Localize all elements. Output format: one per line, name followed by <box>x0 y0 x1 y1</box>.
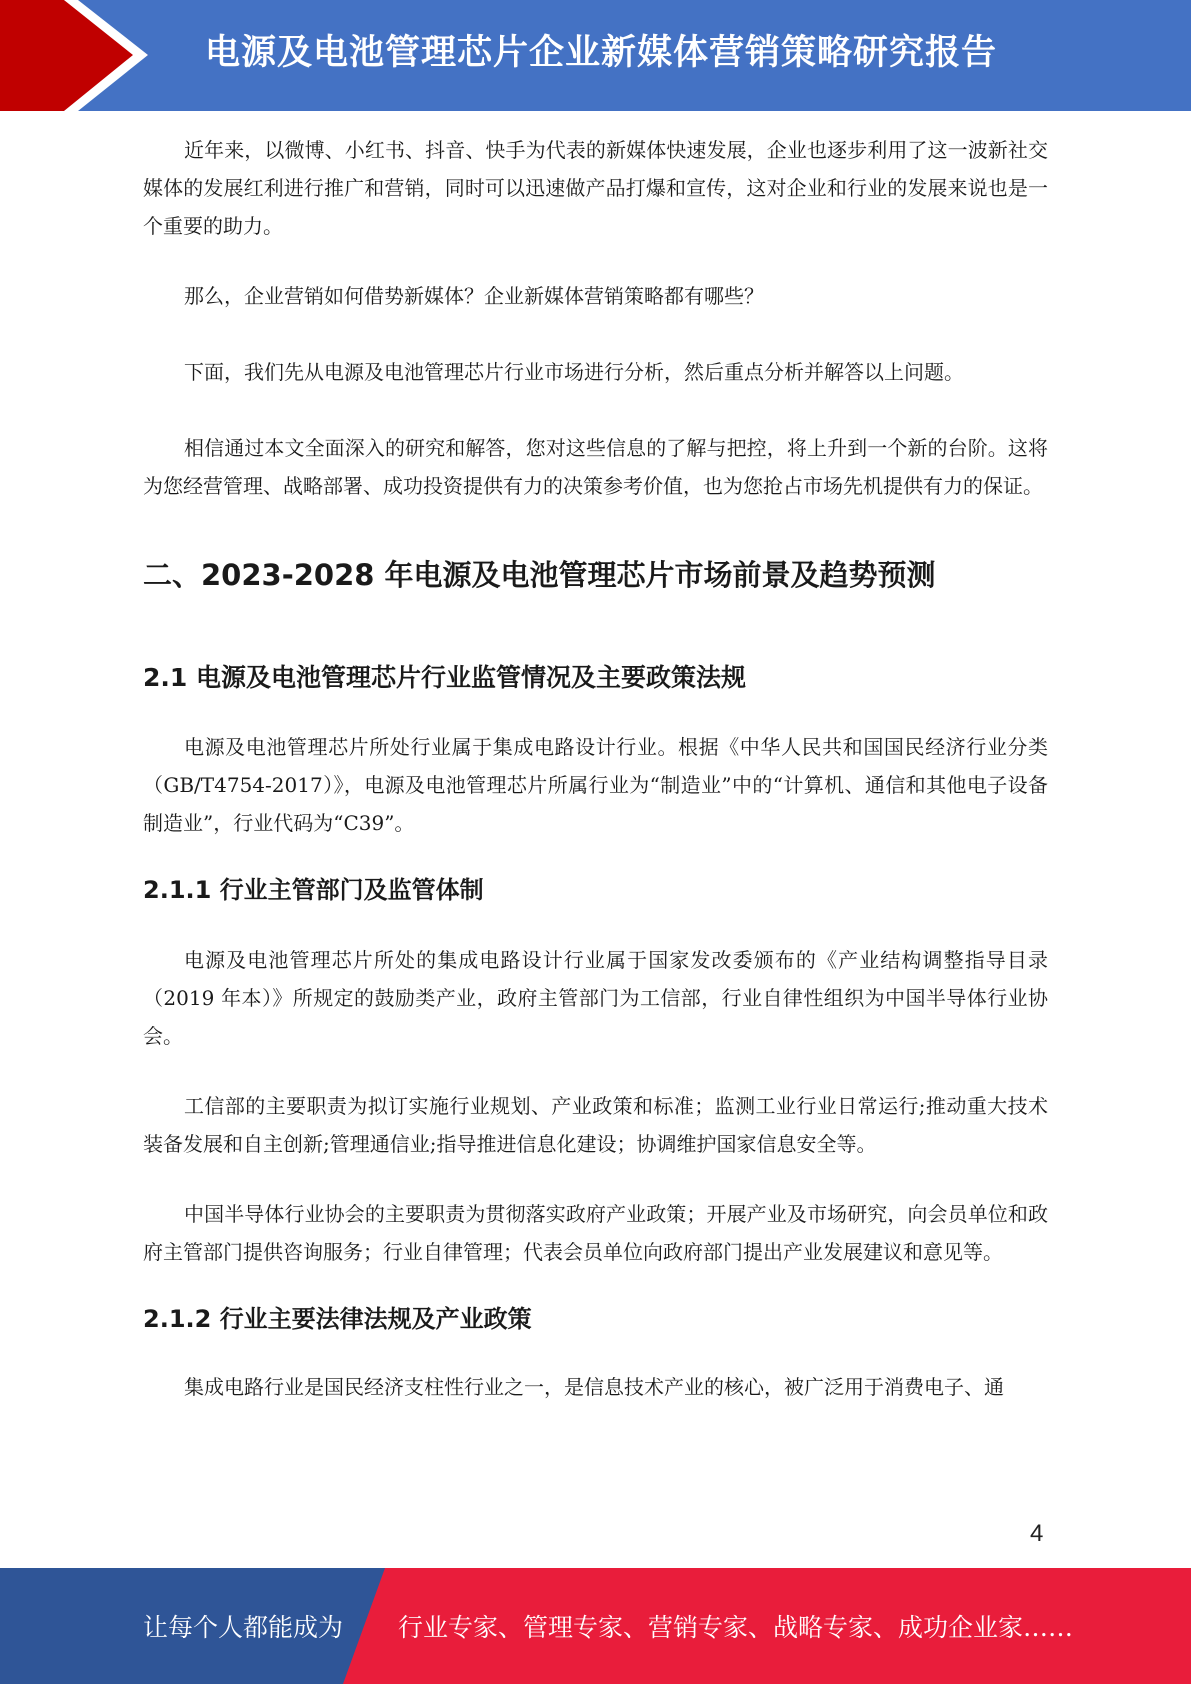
body-paragraph: 集成电路行业是国民经济支柱性行业之一，是信息技术产业的核心，被广泛用于消费电子、通 <box>184 1375 1004 1399</box>
document-body <box>143 131 1048 1406</box>
page-header-banner <box>0 0 1191 111</box>
body-paragraph: 中国半导体行业协会的主要职责为贯彻落实政府产业政策；开展产业及市场研究，向会员单位和政府主管部门提供咨询服务；行业自律管理；代表会员单位向政府部门提出产业发展建议和意见等。 <box>143 1202 1048 1264</box>
intro-paragraph: 那么，企业营销如何借势新媒体？企业新媒体营销策略都有哪些？ <box>184 284 764 308</box>
body-paragraph: 电源及电池管理芯片所处的集成电路设计行业属于国家发改委颁布的《产业结构调整指导目录（2019 年本）》所规定的鼓励类产业，政府主管部门为工信部，行业自律性组织为中国半导体行业协会。 <box>143 948 1048 1048</box>
page-number: 4 <box>1030 1520 1044 1547</box>
intro-paragraph: 近年来，以微博、小红书、抖音、快手为代表的新媒体快速发展，企业也逐步利用了这一波新社交媒体的发展红利进行推广和营销，同时可以迅速做产品打爆和宣传，这对企业和行业的发展来说也是一个重要的助力。 <box>143 138 1048 238</box>
page-footer-banner <box>0 1568 1191 1684</box>
footer-slogan-right: 行业专家、管理专家、营销专家、战略专家、成功企业家…… <box>398 1613 1074 1642</box>
body-paragraph: 工信部的主要职责为拟订实施行业规划、产业政策和标准；监测工业行业日常运行;推动重大技术装备发展和自主创新;管理通信业;指导推进信息化建设；协调维护国家信息安全等。 <box>143 1094 1048 1156</box>
header-chevron-decoration <box>0 0 160 111</box>
body-paragraph: 电源及电池管理芯片所处行业属于集成电路设计行业。根据《中华人民共和国国民经济行业分类（GB/T4754-2017）》，电源及电池管理芯片所属行业为“制造业”中的“计算机、通信和其他电子设备制造业”，行业代码为“C39”。 <box>143 735 1048 835</box>
subsection-heading: 2.1 电源及电池管理芯片行业监管情况及主要政策法规 <box>143 663 746 692</box>
subsubsection-heading: 2.1.2 行业主要法律法规及产业政策 <box>143 1305 532 1333</box>
intro-paragraph: 下面，我们先从电源及电池管理芯片行业市场进行分析，然后重点分析并解答以上问题。 <box>184 360 964 384</box>
footer-slogan-left: 让每个人都能成为 <box>143 1613 344 1642</box>
subsubsection-heading: 2.1.1 行业主管部门及监管体制 <box>143 876 484 904</box>
section-heading: 二、2023-2028 年电源及电池管理芯片市场前景及趋势预测 <box>143 558 936 592</box>
intro-paragraph: 相信通过本文全面深入的研究和解答，您对这些信息的了解与把控，将上升到一个新的台阶。这将为您经营管理、战略部署、成功投资提供有力的决策参考价值，也为您抢占市场先机提供有力的保证。 <box>143 436 1048 498</box>
document-title: 电源及电池管理芯片企业新媒体营销策略研究报告 <box>205 33 998 73</box>
